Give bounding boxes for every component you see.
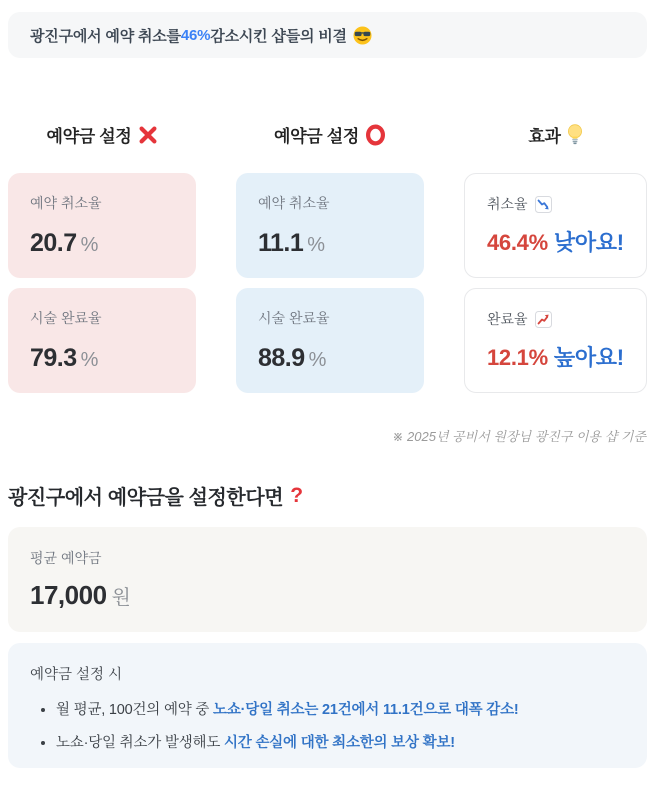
comparison-grid xyxy=(8,173,647,393)
stat-value: 20.7 xyxy=(30,229,77,257)
chart-increasing-icon xyxy=(535,311,552,328)
light-bulb-icon xyxy=(567,124,583,145)
column-title: 효과 xyxy=(528,127,561,146)
benefit-plain-text: 월 평균, 100건의 예약 중 xyxy=(56,702,214,718)
column-header-no-deposit xyxy=(8,122,196,147)
headline-banner xyxy=(8,12,647,58)
stat-value-line xyxy=(258,344,402,373)
comparison-headers xyxy=(8,122,647,147)
stat-value-line xyxy=(258,229,402,258)
average-deposit-value: 17,000 xyxy=(30,580,107,610)
page xyxy=(0,12,654,768)
stat-unit: % xyxy=(80,349,98,371)
stat-value-line xyxy=(30,229,174,258)
effect-label: 완료율 xyxy=(487,311,528,327)
benefits-title: 예약금 설정 시 xyxy=(30,667,123,683)
banner-text-after: 감소시킨 샵들의 비결 xyxy=(210,27,347,45)
benefit-plain-text: 노쇼·당일 취소가 발생해도 xyxy=(56,735,224,751)
benefit-highlight-text: 시간 손실에 대한 최소한의 보상 확보! xyxy=(224,735,455,751)
stat-value: 11.1 xyxy=(258,229,304,257)
stat-value: 88.9 xyxy=(258,344,305,372)
column-header-effect xyxy=(464,122,647,147)
average-deposit-unit: 원 xyxy=(111,587,131,609)
stat-unit: % xyxy=(308,349,326,371)
stat-label: 시술 완료율 xyxy=(30,310,102,326)
effect-suffix: 낮아요! xyxy=(553,230,624,255)
effect-label-line xyxy=(487,309,624,329)
effect-percent: 12.1% xyxy=(487,345,548,370)
effect-value-line xyxy=(487,341,624,372)
sunglasses-emoji-icon xyxy=(353,26,372,45)
card-completion-rate-with-deposit xyxy=(236,288,424,393)
effect-label: 취소율 xyxy=(487,196,528,212)
card-completion-rate-effect xyxy=(464,288,647,393)
chart-decreasing-icon xyxy=(535,196,552,213)
stat-value: 79.3 xyxy=(30,344,77,372)
benefits-list xyxy=(30,698,625,752)
card-cancel-rate-no-deposit xyxy=(8,173,196,278)
stat-unit: % xyxy=(307,234,325,256)
banner-text-before: 광진구에서 예약 취소를 xyxy=(30,27,181,45)
section-heading-text: 광진구에서 예약금을 설정한다면 xyxy=(8,487,284,509)
circle-icon xyxy=(365,124,386,146)
effect-percent: 46.4% xyxy=(487,230,548,255)
banner-highlight: 46% xyxy=(180,26,211,44)
effect-suffix: 높아요! xyxy=(553,345,624,370)
card-cancel-rate-with-deposit xyxy=(236,173,424,278)
deposit-benefits-card xyxy=(8,643,647,768)
stat-label: 시술 완료율 xyxy=(258,310,330,326)
stat-label: 예약 취소율 xyxy=(30,195,102,211)
average-deposit-label: 평균 예약금 xyxy=(30,550,102,566)
card-cancel-rate-effect xyxy=(464,173,647,278)
stat-label: 예약 취소율 xyxy=(258,195,330,211)
deposit-section-heading xyxy=(8,481,647,510)
benefit-highlight-text: 노쇼·당일 취소는 21건에서 11.1건으로 대폭 감소! xyxy=(213,702,519,718)
column-title: 예약금 설정 xyxy=(46,127,132,146)
benefit-item xyxy=(56,698,625,719)
card-completion-rate-no-deposit xyxy=(8,288,196,393)
stat-value-line xyxy=(30,344,174,373)
column-header-with-deposit xyxy=(236,122,424,147)
average-deposit-card xyxy=(8,527,647,632)
stat-unit: % xyxy=(80,234,98,256)
effect-value-line xyxy=(487,226,624,257)
x-mark-icon xyxy=(138,125,158,145)
average-deposit-value-line xyxy=(30,580,625,611)
column-title: 예약금 설정 xyxy=(273,127,360,146)
data-source-footnote: ※ 2025년 공비서 원장님 광진구 이용 샵 기준 xyxy=(392,429,646,444)
question-mark-icon: ? xyxy=(290,483,303,507)
benefit-item xyxy=(56,731,625,752)
effect-label-line xyxy=(487,194,624,214)
